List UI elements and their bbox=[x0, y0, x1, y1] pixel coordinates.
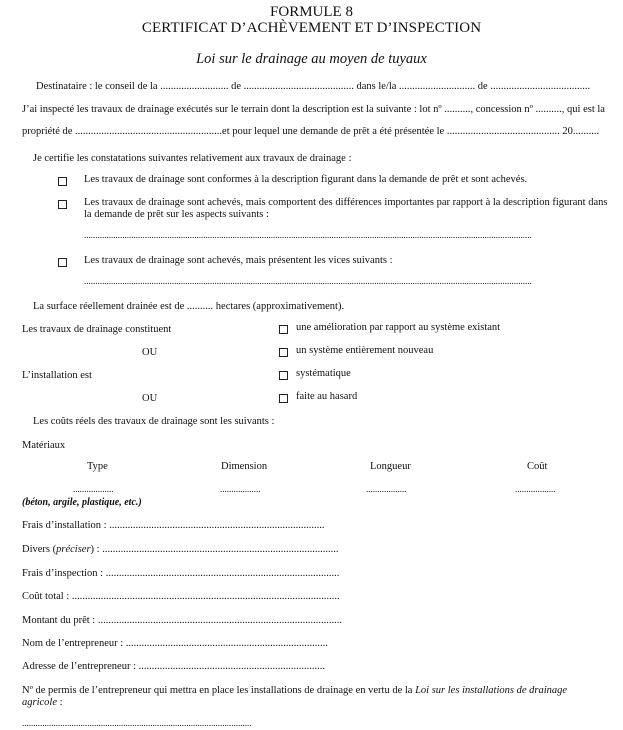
inspection-fees-field[interactable]: ......................................................................................... bbox=[105, 568, 340, 579]
checkbox-defects[interactable] bbox=[58, 258, 67, 267]
costs-intro: Les coûts réels des travaux de drainage sont les suivants : bbox=[33, 416, 275, 427]
total-cost-label: Coût total : bbox=[22, 591, 70, 602]
document-title: CERTIFICAT D’ACHÈVEMENT ET D’INSPECTION bbox=[141, 20, 482, 36]
drained-surface-line[interactable]: La surface réellement drainée est de .......... hectares (approximativement). bbox=[33, 301, 345, 312]
checkbox-new-system[interactable] bbox=[279, 348, 288, 357]
permit-text-a: Nº de permis de l’entrepreneur qui mettra en place les installations de drainage en vertu de la bbox=[22, 685, 416, 696]
option-differences-label-1: Les travaux de drainage sont achevés, mais comportent des différences importantes par rapport à la description figurant dans bbox=[84, 197, 608, 208]
permit-law-name-end: agricole bbox=[22, 697, 57, 708]
works-constitute-label: Les travaux de drainage constituent bbox=[22, 324, 172, 335]
column-dimension: Dimension bbox=[221, 461, 268, 472]
certify-intro: Je certifie les constatations suivantes relativement aux travaux de drainage : bbox=[33, 153, 352, 164]
new-system-label: un système entièrement nouveau bbox=[296, 345, 434, 356]
dimension-field[interactable]: .................. bbox=[220, 484, 261, 494]
differences-field[interactable]: ....................................................................................................................................................................................................... bbox=[84, 230, 532, 240]
random-label: faite au hasard bbox=[296, 391, 358, 402]
formula-number: FORMULE 8 bbox=[270, 4, 353, 20]
type-field[interactable]: .................. bbox=[73, 484, 114, 494]
option-conform-label: Les travaux de drainage sont conformes à la description figurant dans la demande de prêt et sont achevés. bbox=[84, 174, 528, 185]
checkbox-random[interactable] bbox=[279, 394, 288, 403]
installation-fees-row[interactable] bbox=[22, 520, 324, 531]
checkbox-systematic[interactable] bbox=[279, 371, 288, 380]
installation-fees-field[interactable]: .................................................................................. bbox=[109, 520, 325, 531]
loan-amount-row[interactable] bbox=[22, 615, 342, 626]
permit-number-field[interactable]: ...................................................................................................... bbox=[22, 718, 252, 728]
option-defects-label: Les travaux de drainage sont achevés, mais présentent les vices suivants : bbox=[84, 255, 393, 266]
contractor-address-field[interactable]: ....................................................................... bbox=[138, 661, 325, 672]
checkbox-improvement[interactable] bbox=[279, 325, 288, 334]
inspection-fees-row[interactable] bbox=[22, 568, 339, 579]
permit-text-line-1 bbox=[22, 685, 567, 696]
contractor-address-row[interactable] bbox=[22, 661, 325, 672]
option-differences-label-2: la demande de prêt sur les aspects suivants : bbox=[84, 209, 269, 220]
defects-field[interactable]: ....................................................................................................................................................................................................... bbox=[84, 276, 532, 286]
permit-text-line-2 bbox=[22, 697, 63, 708]
checkbox-differences[interactable] bbox=[58, 200, 67, 209]
misc-row[interactable] bbox=[22, 544, 338, 555]
contractor-name-field[interactable]: ............................................................................. bbox=[125, 638, 328, 649]
total-cost-field[interactable]: ...................................................................................................... bbox=[71, 591, 340, 602]
recipient-line[interactable]: Destinataire : le conseil de la .......................... de .......................................... dans le/la ............................. de ...................................... bbox=[36, 81, 591, 92]
loan-amount-field[interactable]: ............................................................................................. bbox=[97, 615, 342, 626]
or-label-2: OU bbox=[142, 393, 158, 404]
law-subtitle: Loi sur le drainage au moyen de tuyaux bbox=[196, 51, 427, 67]
inspection-line-2[interactable]: propriété de ........................................................et pour lequel une demande de prêt a été présentée le ........................................... 20.......... bbox=[22, 126, 600, 137]
permit-colon: : bbox=[57, 697, 63, 708]
installation-label: L’installation est bbox=[22, 370, 92, 381]
checkbox-conform[interactable] bbox=[58, 177, 67, 186]
contractor-address-label: Adresse de l’entrepreneur : bbox=[22, 661, 136, 672]
misc-field[interactable]: .......................................................................................... bbox=[102, 544, 339, 555]
inspection-fees-label: Frais d’inspection : bbox=[22, 568, 104, 579]
materials-label: Matériaux bbox=[22, 440, 66, 451]
permit-law-name: Loi sur les installations de drainage bbox=[415, 685, 568, 696]
improvement-label: une amélioration par rapport au système existant bbox=[296, 322, 501, 333]
cost-field[interactable]: .................. bbox=[515, 484, 556, 494]
materials-example: (béton, argile, plastique, etc.) bbox=[22, 497, 142, 508]
column-type: Type bbox=[87, 461, 108, 472]
systematic-label: systématique bbox=[296, 368, 351, 379]
contractor-name-row[interactable] bbox=[22, 638, 328, 649]
inspection-line-1[interactable]: J’ai inspecté les travaux de drainage exécutés sur le terrain dont la description est la suivante : lot nº .........., concession nº .........., qui est la bbox=[22, 104, 605, 115]
total-cost-row[interactable] bbox=[22, 591, 340, 602]
contractor-name-label: Nom de l’entrepreneur : bbox=[22, 638, 124, 649]
column-cost: Coût bbox=[527, 461, 548, 472]
installation-fees-label: Frais d’installation : bbox=[22, 520, 107, 531]
loan-amount-label: Montant du prêt : bbox=[22, 615, 96, 626]
length-field[interactable]: .................. bbox=[366, 484, 407, 494]
column-length: Longueur bbox=[370, 461, 411, 472]
misc-label: Divers (préciser) : bbox=[22, 544, 100, 555]
or-label-1: OU bbox=[142, 347, 158, 358]
